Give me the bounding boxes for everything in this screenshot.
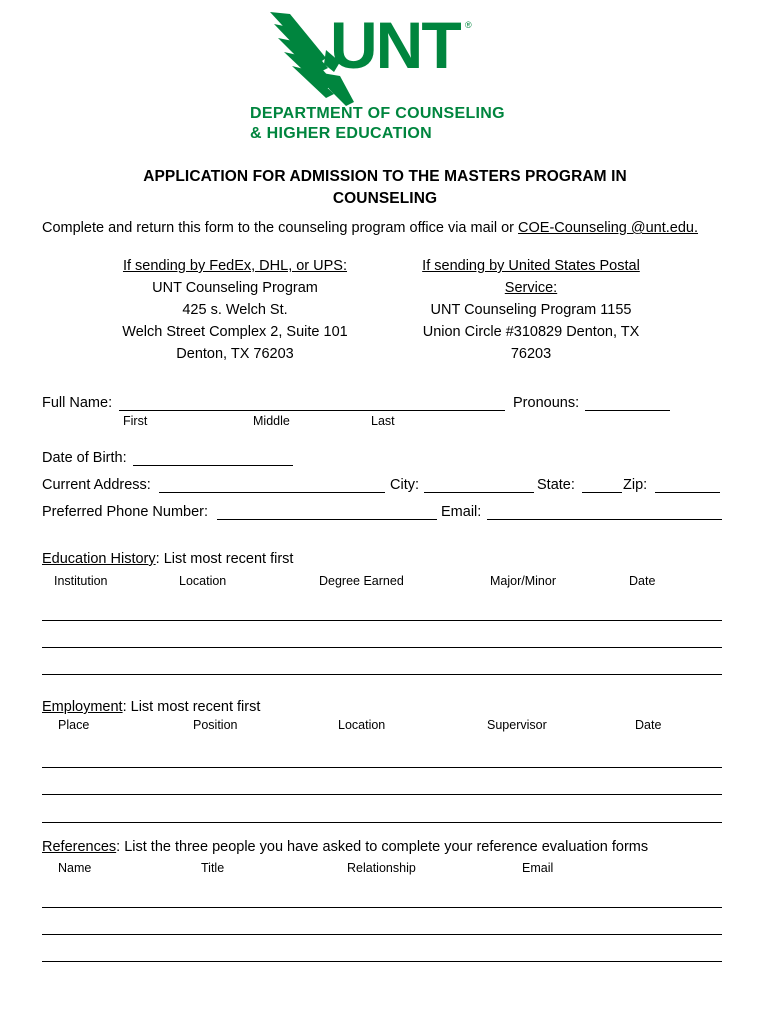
form-title-line2: COUNSELING [332,190,438,207]
education-row-1[interactable] [42,620,722,621]
pronouns-field[interactable] [585,410,670,411]
first-name-sublabel: First [123,414,148,428]
education-heading [42,551,293,567]
employment-heading [42,699,260,715]
employment-heading-sub: : List most recent first [122,699,261,715]
employment-row-1[interactable] [42,767,722,768]
education-col-major: Major/Minor [490,574,556,588]
employment-row-2[interactable] [42,794,722,795]
logo-trademark: ® [465,20,472,30]
references-col-relationship: Relationship [347,861,416,875]
references-row-1[interactable] [42,907,722,908]
references-col-name: Name [58,861,92,875]
city-label: City: [390,477,419,493]
current-address-field[interactable] [159,492,385,493]
form-title-line1: APPLICATION FOR ADMISSION TO THE MASTERS PROGRAM IN [143,168,627,185]
city-field[interactable] [424,492,534,493]
employment-row-3[interactable] [42,822,722,823]
pronouns-label: Pronouns: [513,395,580,411]
phone-label: Preferred Phone Number: [42,504,209,520]
phone-field[interactable] [217,519,437,520]
address-fedex-heading: If sending by FedEx, DHL, or UPS: [122,258,348,274]
employment-col-date: Date [635,718,662,732]
employment-col-position: Position [193,718,238,732]
zip-field[interactable] [655,492,720,493]
unt-logo [250,10,540,145]
references-col-email: Email [522,861,554,875]
dob-label: Date of Birth: [42,450,127,466]
education-col-degree: Degree Earned [319,574,404,588]
state-label: State: [537,477,575,493]
education-col-institution: Institution [54,574,108,588]
employment-col-place: Place [58,718,90,732]
address-usps-line2: Union Circle #310829 Denton, TX [422,324,640,340]
employment-col-supervisor: Supervisor [487,718,547,732]
address-usps-line3: 76203 [510,346,552,362]
education-heading-title: Education History [42,551,156,567]
education-col-location: Location [179,574,227,588]
logo-dept-line2: & HIGHER EDUCATION [250,125,432,142]
address-fedex-line1: UNT Counseling Program [152,280,318,296]
middle-name-sublabel: Middle [253,414,290,428]
full-name-field[interactable] [119,410,505,411]
counseling-email-link[interactable]: COE-Counseling @unt.edu. [518,220,699,236]
address-fedex [100,255,370,365]
zip-label: Zip: [623,477,648,493]
employment-col-location: Location [338,718,386,732]
dob-field[interactable] [133,465,293,466]
address-fedex-line2: 425 s. Welch St. [182,302,288,318]
logo-dept-line1: DEPARTMENT OF COUNSELING [250,105,505,122]
address-fedex-line3: Welch Street Complex 2, Suite 101 [122,324,348,340]
references-row-2[interactable] [42,934,722,935]
address-usps-line1: UNT Counseling Program 1155 [430,302,632,318]
address-usps [400,255,662,365]
education-heading-sub: : List most recent first [155,551,294,567]
references-heading [42,839,648,855]
email-field[interactable] [487,519,722,520]
references-heading-sub: : List the three people you have asked to complete your reference evaluation forms [116,839,649,855]
education-row-3[interactable] [42,674,722,675]
address-usps-heading1: If sending by United States Postal [422,258,640,274]
full-name-label: Full Name: [42,395,113,411]
address-usps-heading2: Service: [504,280,558,296]
instructions-text: Complete and return this form to the counseling program office via mail or [42,220,519,236]
education-row-2[interactable] [42,647,722,648]
email-label: Email: [441,504,482,520]
education-col-date: Date [629,574,656,588]
state-field[interactable] [582,492,622,493]
logo-wordmark: UNT [330,8,460,82]
employment-heading-title: Employment [42,699,123,715]
current-address-label: Current Address: [42,477,151,493]
references-col-title: Title [201,861,225,875]
references-row-3[interactable] [42,961,722,962]
references-heading-title: References [42,839,117,855]
last-name-sublabel: Last [371,414,395,428]
address-fedex-line4: Denton, TX 76203 [176,346,294,362]
instructions [42,220,698,236]
